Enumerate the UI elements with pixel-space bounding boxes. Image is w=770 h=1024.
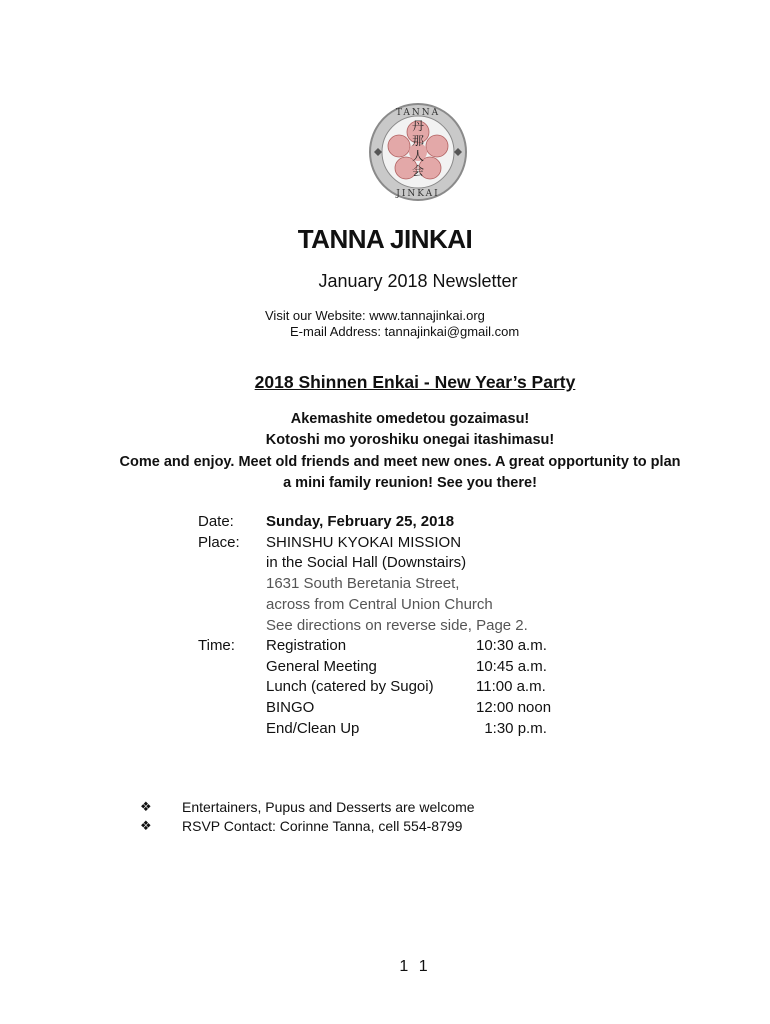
diamond-bullet-icon: ❖ <box>140 818 152 833</box>
page-number: 1 1 <box>399 958 431 975</box>
schedule-item: End/Clean Up <box>266 720 360 737</box>
schedule-time: 10:30 a.m. <box>476 637 547 654</box>
greeting-line: a mini family reunion! See you there! <box>283 475 537 491</box>
email-line: E-mail Address: tannajinkai@gmail.com <box>290 324 520 339</box>
schedule-time: 12:00 noon <box>476 699 552 716</box>
schedule-time: 11:00 a.m. <box>476 678 546 695</box>
logo-ring-text-bottom: JINKAI <box>396 189 440 199</box>
section-title: 2018 Shinnen Enkai - New Year’s Party <box>254 372 576 392</box>
schedule-item: General Meeting <box>266 658 377 675</box>
greeting-line: Kotoshi mo yoroshiku onegai itashimasu! <box>265 432 555 448</box>
greeting-line: Akemashite omedetou gozaimasu! <box>290 411 530 427</box>
page-title: TANNA JINKAI <box>297 224 473 254</box>
place-line: SHINSHU KYOKAI MISSION <box>266 534 462 551</box>
tanna-jinkai-logo <box>368 102 468 202</box>
place-line: 1631 South Beretania Street, <box>266 575 460 592</box>
logo-kanji-3: 人 <box>411 149 425 163</box>
website-line: Visit our Website: www.tannajinkai.org <box>265 308 485 323</box>
schedule-item: Registration <box>266 637 347 654</box>
logo-kanji-4: 会 <box>411 164 425 178</box>
place-line: across from Central Union Church <box>266 596 493 613</box>
schedule-time: 10:45 a.m. <box>476 658 547 675</box>
logo-kanji-1: 丹 <box>411 119 425 133</box>
time-label: Time: <box>198 637 235 654</box>
newsletter-subtitle: January 2018 Newsletter <box>318 271 518 291</box>
schedule-item: BINGO <box>266 699 315 716</box>
schedule-item: Lunch (catered by Sugoi) <box>266 678 434 695</box>
directions-line: See directions on reverse side, Page 2. <box>266 617 528 634</box>
schedule-time: 1:30 p.m. <box>476 720 547 737</box>
bullet-text: Entertainers, Pupus and Desserts are welcome <box>182 799 475 815</box>
logo-kanji-2: 那 <box>411 134 425 148</box>
logo-ring-text-top: TANNA <box>395 108 441 118</box>
date-value: Sunday, February 25, 2018 <box>266 513 455 530</box>
bullet-text: RSVP Contact: Corinne Tanna, cell 554-8799 <box>182 818 463 834</box>
place-line: in the Social Hall (Downstairs) <box>266 554 467 571</box>
place-label: Place: <box>198 534 240 551</box>
date-label: Date: <box>198 513 234 530</box>
diamond-bullet-icon: ❖ <box>140 799 152 814</box>
greeting-line: Come and enjoy. Meet old friends and meet new ones. A great opportunity to plan <box>119 454 681 470</box>
